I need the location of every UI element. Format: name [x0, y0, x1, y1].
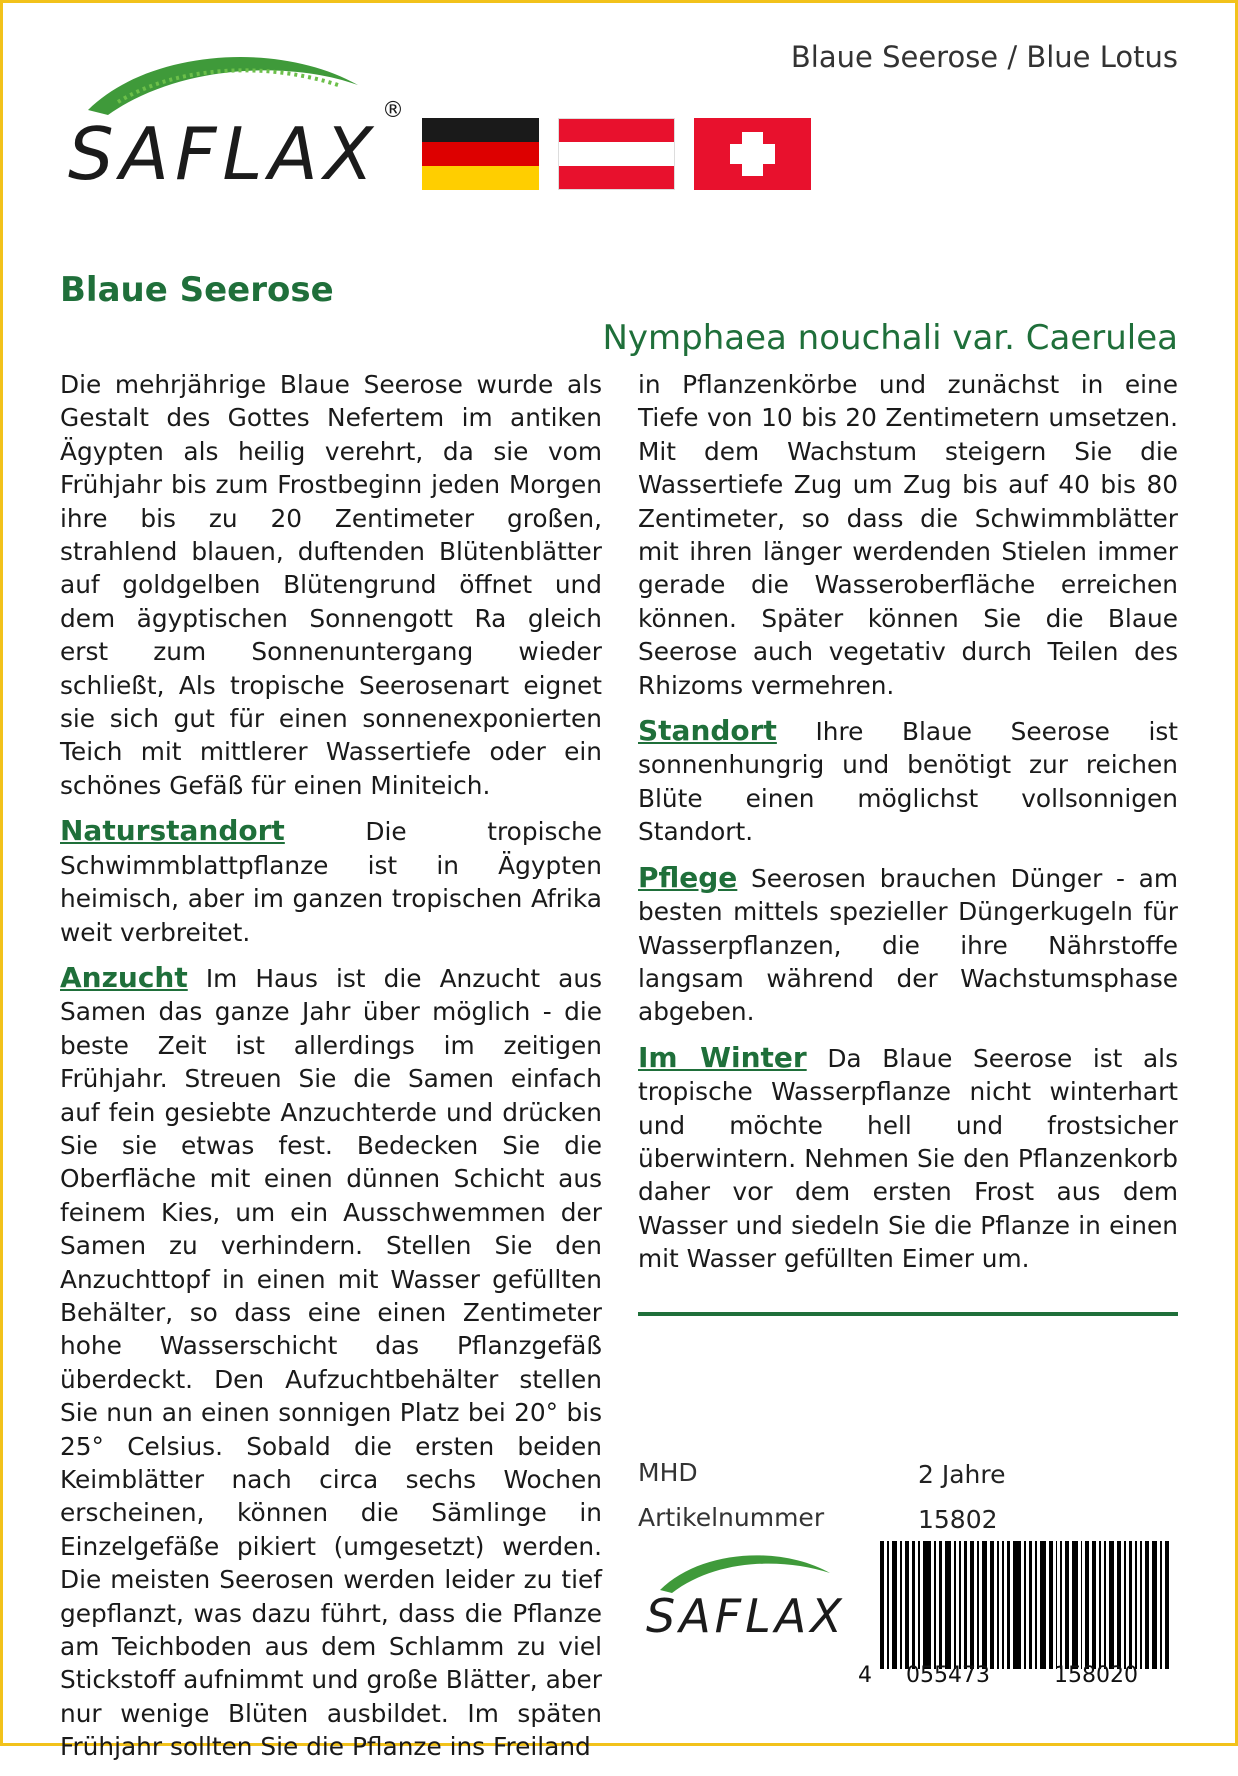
- mhd-value: 2 Jahre: [918, 1460, 1006, 1489]
- article-number-label: Artikelnummer: [638, 1503, 825, 1532]
- registered-mark: ®: [382, 98, 404, 123]
- barcode-bar: [964, 1541, 968, 1669]
- intro-paragraph: Die mehrjährige Blaue Seerose wurde als Gestalt des Gottes Nefertem im antiken Ägypten als heilig verehrt, da sie vom Frühjahr bis zum Frostbeginn jeden Morgen ihre bis zu 20 Zentimeter großen, strahlend blauen, duftenden Blütenblätter auf goldgelben Blütengrund öffnet und dem ägyptischen Sonnengott Ra gleich erst zum Sonnenuntergang wieder schließt, Als tropische Seerosenart eignet sie sich gut für einen sonnenexponierten Teich mit mittlerer Wassertiefe oder ein schönes Gefäß für einen Miniteich.: [60, 370, 602, 800]
- barcode-bar: [954, 1541, 956, 1669]
- barcode-bar: [1007, 1541, 1011, 1669]
- barcode-bar: [918, 1541, 920, 1669]
- barcode: [858, 1541, 1178, 1691]
- barcode-bar: [1081, 1541, 1083, 1669]
- barcode-bars: [880, 1541, 1172, 1669]
- barcode-bar: [1160, 1541, 1162, 1669]
- brand-wordmark-small: SAFLAX: [646, 1589, 846, 1643]
- barcode-bar: [1072, 1541, 1078, 1669]
- winter-text: Da Blaue Seerose ist als tropische Wasserpflanze nicht winterhart und möchte hell und frostsicher überwintern. Nehmen Sie den Pflanzenkorb daher vor dem ersten Frost aus dem Wasser und siedeln Sie die Pflanze in einen mit Wasser gefüllten Eimer um.: [638, 1043, 1178, 1274]
- barcode-bar: [997, 1541, 999, 1669]
- barcode-bar: [923, 1541, 930, 1669]
- barcode-first-digit: 4: [858, 1663, 872, 1688]
- germany-flag-icon: [422, 118, 539, 190]
- barcode-bar: [905, 1541, 909, 1669]
- anzucht-heading: Anzucht: [60, 960, 188, 994]
- anzucht-paragraph: [60, 961, 602, 1764]
- barcode-bar: [1002, 1541, 1004, 1669]
- barcode-bar: [1152, 1541, 1158, 1669]
- anzucht-continued: in Pflanzenkörbe und zunächst in eine Tiefe von 10 bis 20 Zentimetern umsetzen. Mit dem Wachstum steigern Sie die Wassertiefe Zug um Zug bis auf 40 bis 80 Zentimeter, so dass die Schwimmblätter mit ihren länger werdenden Stielen immer gerade die Wasseroberfläche erreichen können. Später können Sie die Blaue Seerose auch vegetativ durch Teilen des Rhizoms vermehren.: [638, 370, 1178, 700]
- standort-paragraph: [638, 714, 1178, 849]
- barcode-bar: [1024, 1541, 1026, 1669]
- standort-text: Ihre Blaue Seerose ist sonnenhungrig und benötigt zur reichen Blüte einen möglichst vollsonnigen Standort.: [638, 717, 1178, 847]
- switzerland-flag-icon: [694, 118, 811, 190]
- product-title: Blaue Seerose: [60, 270, 334, 310]
- barcode-bar: [1109, 1541, 1115, 1669]
- left-column: [60, 368, 602, 1776]
- barcode-bar: [959, 1541, 961, 1669]
- barcode-bar: [970, 1541, 974, 1669]
- mhd-label: MHD: [638, 1458, 698, 1487]
- barcode-bar: [1029, 1541, 1033, 1669]
- barcode-bar: [1035, 1541, 1037, 1669]
- barcode-bar: [1085, 1541, 1089, 1669]
- barcode-bar: [939, 1541, 943, 1669]
- barcode-bar: [887, 1541, 889, 1669]
- barcode-bar: [892, 1541, 898, 1669]
- barcode-bar: [945, 1541, 951, 1669]
- barcode-bar: [1129, 1541, 1133, 1669]
- austria-flag-icon: [558, 118, 675, 190]
- naturstandort-heading: Naturstandort: [60, 814, 285, 848]
- brand-wordmark: SAFLAX: [68, 112, 380, 196]
- barcode-bar: [1060, 1541, 1062, 1669]
- barcode-bar: [1135, 1541, 1137, 1669]
- barcode-bar: [900, 1541, 902, 1669]
- naturstandort-paragraph: [60, 814, 602, 949]
- winter-heading: Im Winter: [638, 1040, 807, 1074]
- naturstandort-text: Die tropische Schwimmblattpflanze ist in Ägypten heimisch, aber im ganzen tropischen Afrika weit verbreitet.: [60, 817, 602, 947]
- barcode-bar: [934, 1541, 936, 1669]
- barcode-bar: [880, 1541, 884, 1669]
- pflege-heading: Pflege: [638, 860, 738, 894]
- barcode-bar: [1117, 1541, 1121, 1669]
- saflax-logo-small: [640, 1545, 850, 1655]
- winter-paragraph: [638, 1041, 1178, 1276]
- barcode-left-digits: 055473: [906, 1663, 990, 1688]
- standort-heading: Standort: [638, 714, 777, 748]
- barcode-bar: [1040, 1541, 1046, 1669]
- barcode-bar: [1104, 1541, 1106, 1669]
- barcode-bar: [912, 1541, 916, 1669]
- barcode-bar: [1049, 1541, 1053, 1669]
- corner-title: Blaue Seerose / Blue Lotus: [790, 40, 1178, 74]
- barcode-bar: [1056, 1541, 1058, 1669]
- barcode-bar: [1013, 1541, 1020, 1669]
- pflege-text: Seerosen brauchen Dünger - am besten mittels spezieller Düngerkugeln für Wasserpflanzen, die ihre Nährstoffe langsam während der Wachstumsphase abgeben.: [638, 863, 1178, 1027]
- anzucht-text: Im Haus ist die Anzucht aus Samen das ganze Jahr über möglich - die beste Zeit ist allerdings im zeitigen Frühjahr. Streuen Sie die Samen einfach auf fein gesiebte Anzuchterde und drücken Sie sie etwas fest. Bedecken Sie die Oberfläche mit einen dünnen Schicht aus feinem Kies, um ein Ausschwemmen der Samen zu verhindern. Stellen Sie den Anzuchttopf in einen mit Wasser gefüllten Behälter, so dass eine einen Zentimeter hohe Wasserschicht das Pflanzgefäß überdeckt. Den Aufzuchtbehälter stellen Sie nun an einen sonnigen Platz bei 20° bis 25° Celsius. Sobald die ersten beiden Keimblätter nach circa sechs Wochen erscheinen, können die Sämlinge in Einzelgefäße pikiert (umgesetzt) werden. Die meisten Seerosen werden leider zu tief gepflanzt, was dazu führt, dass die Pflanze am Teichboden aus dem Schlamm zu viel Stickstoff aufnimmt und große Blätter, aber nur wenige Blüten ausbildet. Im späten Frühjahr sollten Sie die Pflanze ins Freiland: [60, 963, 602, 1762]
- latin-name: Nymphaea nouchali var. Caerulea: [602, 318, 1178, 358]
- barcode-bar: [1165, 1541, 1169, 1669]
- barcode-bar: [990, 1541, 994, 1669]
- pflege-paragraph: [638, 861, 1178, 1029]
- barcode-bar: [1140, 1541, 1142, 1669]
- country-flags: [422, 118, 811, 190]
- article-number-value: 15802: [918, 1505, 998, 1534]
- barcode-bar: [1065, 1541, 1069, 1669]
- barcode-bar: [1099, 1541, 1101, 1669]
- barcode-right-digits: 158020: [1054, 1663, 1138, 1688]
- barcode-bar: [1092, 1541, 1096, 1669]
- saflax-logo: [58, 40, 408, 200]
- barcode-bar: [1145, 1541, 1149, 1669]
- barcode-bar: [982, 1541, 988, 1669]
- barcode-bar: [977, 1541, 979, 1669]
- barcode-bar: [1124, 1541, 1126, 1669]
- right-column: [638, 368, 1178, 1288]
- section-divider: [638, 1312, 1178, 1316]
